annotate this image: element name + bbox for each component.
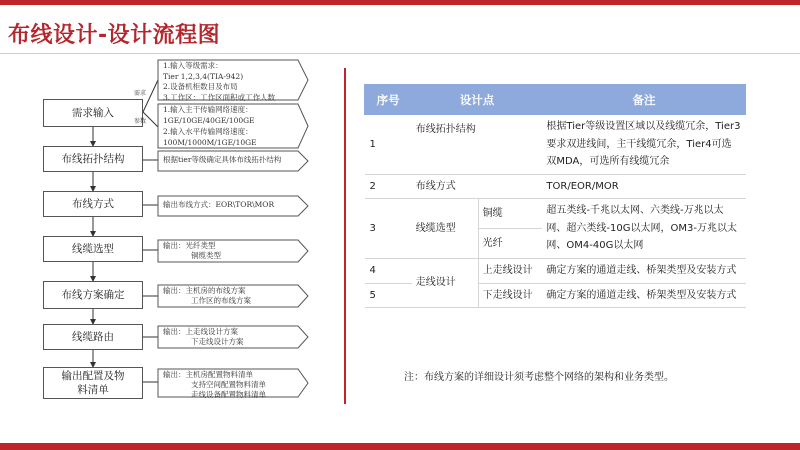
- cell-no: 2: [365, 174, 412, 199]
- page-title: 布线设计-设计流程图: [8, 23, 221, 48]
- cell-note: 根据Tier等级设置区域以及线缆冗余，Tier3要求双进线间，主干线缆冗余，Tier4可选双MDA，可选所有线缆冗余: [542, 115, 745, 175]
- flow-step-plan-confirm: 布线方案确定: [43, 281, 143, 309]
- flow-step-output-bom: 输出配置及物料清单: [43, 367, 143, 399]
- note-line: 支持空间配置物料清单: [191, 379, 266, 389]
- flow-step-cable-selection: 线缆选型: [43, 236, 143, 262]
- note-line: 1GE/10GE/40GE/100GE: [163, 115, 255, 125]
- header-design-point: 设计点: [412, 85, 543, 115]
- note-line: 2.输入水平传输网络速度：: [163, 126, 253, 136]
- header-remark: 备注: [542, 85, 745, 115]
- note-speed: [163, 105, 257, 149]
- footnote: 注：布线方案的详细设计须考虑整个网络的架构和业务类型。: [404, 372, 674, 383]
- note-line: 输出：主机房配置物料清单: [163, 370, 253, 379]
- cell-sub-underfloor: 下走线设计: [478, 283, 542, 308]
- cell-no: 3: [365, 199, 412, 259]
- cell-sub-copper: 铜缆: [478, 199, 542, 229]
- header-no: 序号: [365, 85, 412, 115]
- note-routing: [163, 327, 244, 347]
- flow-step-cable-routing: 线缆路由: [43, 324, 143, 350]
- design-points-table: [364, 84, 746, 308]
- note-line: 输出：主机房的布线方案: [163, 286, 246, 295]
- note-line: 走线设备配置物料清单: [191, 389, 266, 399]
- note-cable-type: [163, 241, 221, 261]
- cell-point: 布线拓扑结构: [412, 115, 543, 175]
- flow-step-topology: 布线拓扑结构: [43, 146, 143, 172]
- table-row: [365, 259, 746, 284]
- flowchart: [0, 0, 344, 450]
- cell-note: 超五类线-千兆以太网、六类线-万兆以太网、超六类线-10G以太网，OM3-万兆以太网、OM4-40G以太网: [542, 199, 745, 259]
- cell-sub-overhead: 上走线设计: [478, 259, 542, 284]
- note-bom: [163, 370, 266, 399]
- cell-note: 确定方案的通道走线、桥架类型及安装方式: [542, 283, 745, 308]
- note-requirement: [163, 61, 275, 103]
- note-line: 根据tier等级确定具体布线拓扑结构: [163, 155, 282, 164]
- bottom-accent-bar: [0, 443, 800, 450]
- branch-tag-requirement: 需求: [134, 90, 147, 97]
- note-line: 1.输入主干传输网络速度：: [163, 105, 253, 114]
- cell-note: TOR/EOR/MOR: [542, 174, 745, 199]
- cell-no: 1: [365, 115, 412, 175]
- cell-point: 走线设计: [412, 259, 478, 308]
- note-line: Tier 1,2,3,4(TIA-942): [163, 71, 244, 81]
- table-header-row: [365, 85, 746, 115]
- note-line: 输出：上走线设计方案: [163, 327, 238, 336]
- note-plan: [163, 286, 251, 306]
- cell-point: 布线方式: [412, 174, 543, 199]
- cell-sub-fiber: 光纤: [478, 229, 542, 259]
- cell-no: 4: [365, 259, 412, 284]
- cell-point: 线缆选型: [412, 199, 478, 259]
- flow-step-requirement-input: 需求输入: [43, 99, 143, 127]
- note-line: 铜缆类型: [191, 250, 221, 260]
- table-row: [365, 174, 746, 199]
- note-line: 下走线设计方案: [191, 336, 244, 346]
- note-line: 输出布线方式：EOR\TOR\MOR: [163, 200, 275, 209]
- note-line: 输出：光纤类型: [163, 241, 216, 250]
- note-line: 1.输入等级需求：: [163, 61, 223, 70]
- note-line: 3.工作区：工作区面积或工作人数: [163, 92, 276, 102]
- vertical-divider: [344, 68, 346, 404]
- cell-no: 5: [365, 283, 412, 308]
- note-cabling-method: [163, 200, 274, 211]
- table-row: [365, 199, 746, 229]
- flow-step-cabling-method: 布线方式: [43, 191, 143, 217]
- cell-note: 确定方案的通道走线、桥架类型及安装方式: [542, 259, 745, 284]
- table-row: [365, 115, 746, 175]
- note-line: 工作区的布线方案: [191, 295, 251, 305]
- note-topology: [163, 155, 281, 166]
- branch-tag-parameter: 参数: [134, 118, 147, 125]
- note-line: 100M/1000M/1GE/10GE: [163, 137, 257, 147]
- note-line: 2.设备机柜数目及布局: [163, 82, 238, 91]
